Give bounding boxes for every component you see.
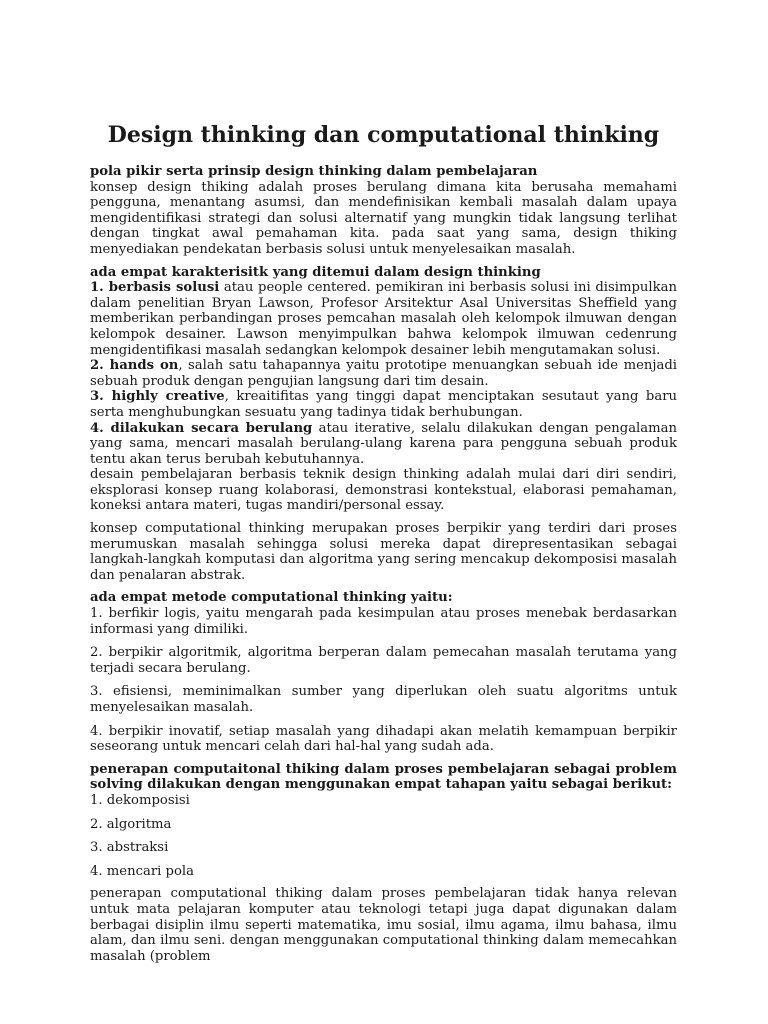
list-item-label: 1. berbasis solusi [90, 280, 220, 296]
section-heading: penerapan computaitonal thiking dalam proses pembelajaran sebagai problem solving dilakukan dengan menggunakan empat tahapan yaitu sebagai berikut: [90, 761, 677, 793]
list-item: 4. berpikir inovatif, setiap masalah yang dihadapi akan melatih kemampuan berpikir seseorang untuk mencari celah dari hal-hal yang sudah ada. [90, 723, 677, 755]
list-item: 1. dekomposisi [90, 792, 190, 808]
paragraph: desain pembelajaran berbasis teknik design thinking adalah mulai dari diri sendiri, eksplorasi konsep ruang kolaborasi, demonstrasi kontekstual, elaborasi pemahaman, koneksi antara materi, tugas mandiri/personal essay. [90, 467, 677, 514]
list-item [90, 280, 677, 358]
list-item-label: 4. dilakukan secara berulang [90, 420, 313, 436]
list-item: 2. berpikir algoritmik, algoritma berperan dalam pemecahan masalah terutama yang terjadi secara berulang. [90, 645, 677, 676]
list-item: 1. berfikir logis, yaitu mengarah pada kesimpulan atau proses menebak berdasarkan informasi yang dimiliki. [90, 606, 677, 637]
section-application [90, 886, 677, 964]
list-item [90, 421, 677, 468]
section-problem-solving-stages [90, 762, 677, 880]
list-item-text: , kreaitifitas yang tinggi dapat menciptakan sesutaut yang baru serta menghubungkan sesuatu yang tadinya tidak berhubungan. [90, 389, 677, 420]
section-heading: pola pikir serta prinsip design thinking dalam pembelajaran [90, 164, 538, 179]
list-item: 3. efisiensi, meminimalkan sumber yang diperlukan oleh suatu algoritms untuk menyelesaikan masalah. [90, 684, 677, 715]
document-page [90, 120, 677, 971]
list-item [90, 389, 677, 420]
section-heading: ada empat karakterisitk yang ditemui dalam design thinking [90, 264, 541, 280]
paragraph: konsep computational thinking merupakan proses berpikir yang terdiri dari proses merumuskan masalah sehingga solusi mereka dapat direpresentasikan sebagai langkah-langkah komputasi dan algoritma yang sering mencakup dekomposisi masalah dan penalaran abstrak. [90, 521, 677, 583]
page-title: Design thinking dan computational thinking [107, 122, 660, 148]
section-heading: ada empat metode computational thinking yaitu: [90, 590, 453, 606]
list-item-label: 2. hands on [90, 358, 179, 374]
section-design-thinking-principles [90, 164, 677, 258]
list-item: 4. mencari pola [90, 863, 194, 879]
list-item-text: , salah satu tahapannya yaitu prototipe menuangkan sebuah ide menjadi sebuah produk dengan pengujian langsung dari tim desain. [90, 358, 677, 389]
section-computational-thinking-concept [90, 521, 677, 583]
list-item: 2. algoritma [90, 816, 172, 832]
section-design-thinking-characteristics [90, 265, 677, 515]
list-item-text: atau people centered. pemikiran ini berbasis solusi ini disimpulkan dalam penelitian Bryan Lawson, Profesor Arsitektur Asal Universitas Sheffield yang memberikan perbandingan proses pemcahan masalah oleh kelompok ilmuwan dengan kelompok desainer. Lawson menyimpulkan bahwa kelompok ilmuwan cedenrung mengidentifikasi masalah sedangkan kelompok desainer lebih mengutamakan solusi. [90, 280, 677, 358]
section-computational-thinking-methods [90, 590, 677, 754]
list-item-text: atau iterative, selalu dilakukan dengan pengalaman yang sama, mencari masalah berulang-ulang karena para pengguna sebuah produk tentu akan terus berubah kebutuhannya. [90, 420, 677, 467]
paragraph: konsep design thiking adalah proses berulang dimana kita berusaha memahami pengguna, menantang asumsi, dan mendefinisikan kembali masalah dalam upaya mengidentifikasi strategi dan solusi alternatif yang mungkin tidak langsung terlihat dengan tingkat awal pemahaman kita. pada saat yang sama, design thiking menyediakan pendekatan berbasis solusi untuk menyelesaikan masalah. [90, 179, 677, 257]
list-item-label: 3. highly creative [90, 389, 225, 405]
paragraph: penerapan computational thiking dalam proses pembelajaran tidak hanya relevan untuk mata pelajaran komputer atau teknologi tetapi juga dapat digunakan dalam berbagai disiplin ilmu seperti matematika, imu sosial, ilmu agama, ilmu bahasa, ilmu alam, dan ilmu seni. dengan menggunakan computational thinking dalam memecahkan masalah (problem [90, 886, 677, 964]
list-item: 3. abstraksi [90, 840, 169, 856]
list-item [90, 358, 677, 389]
